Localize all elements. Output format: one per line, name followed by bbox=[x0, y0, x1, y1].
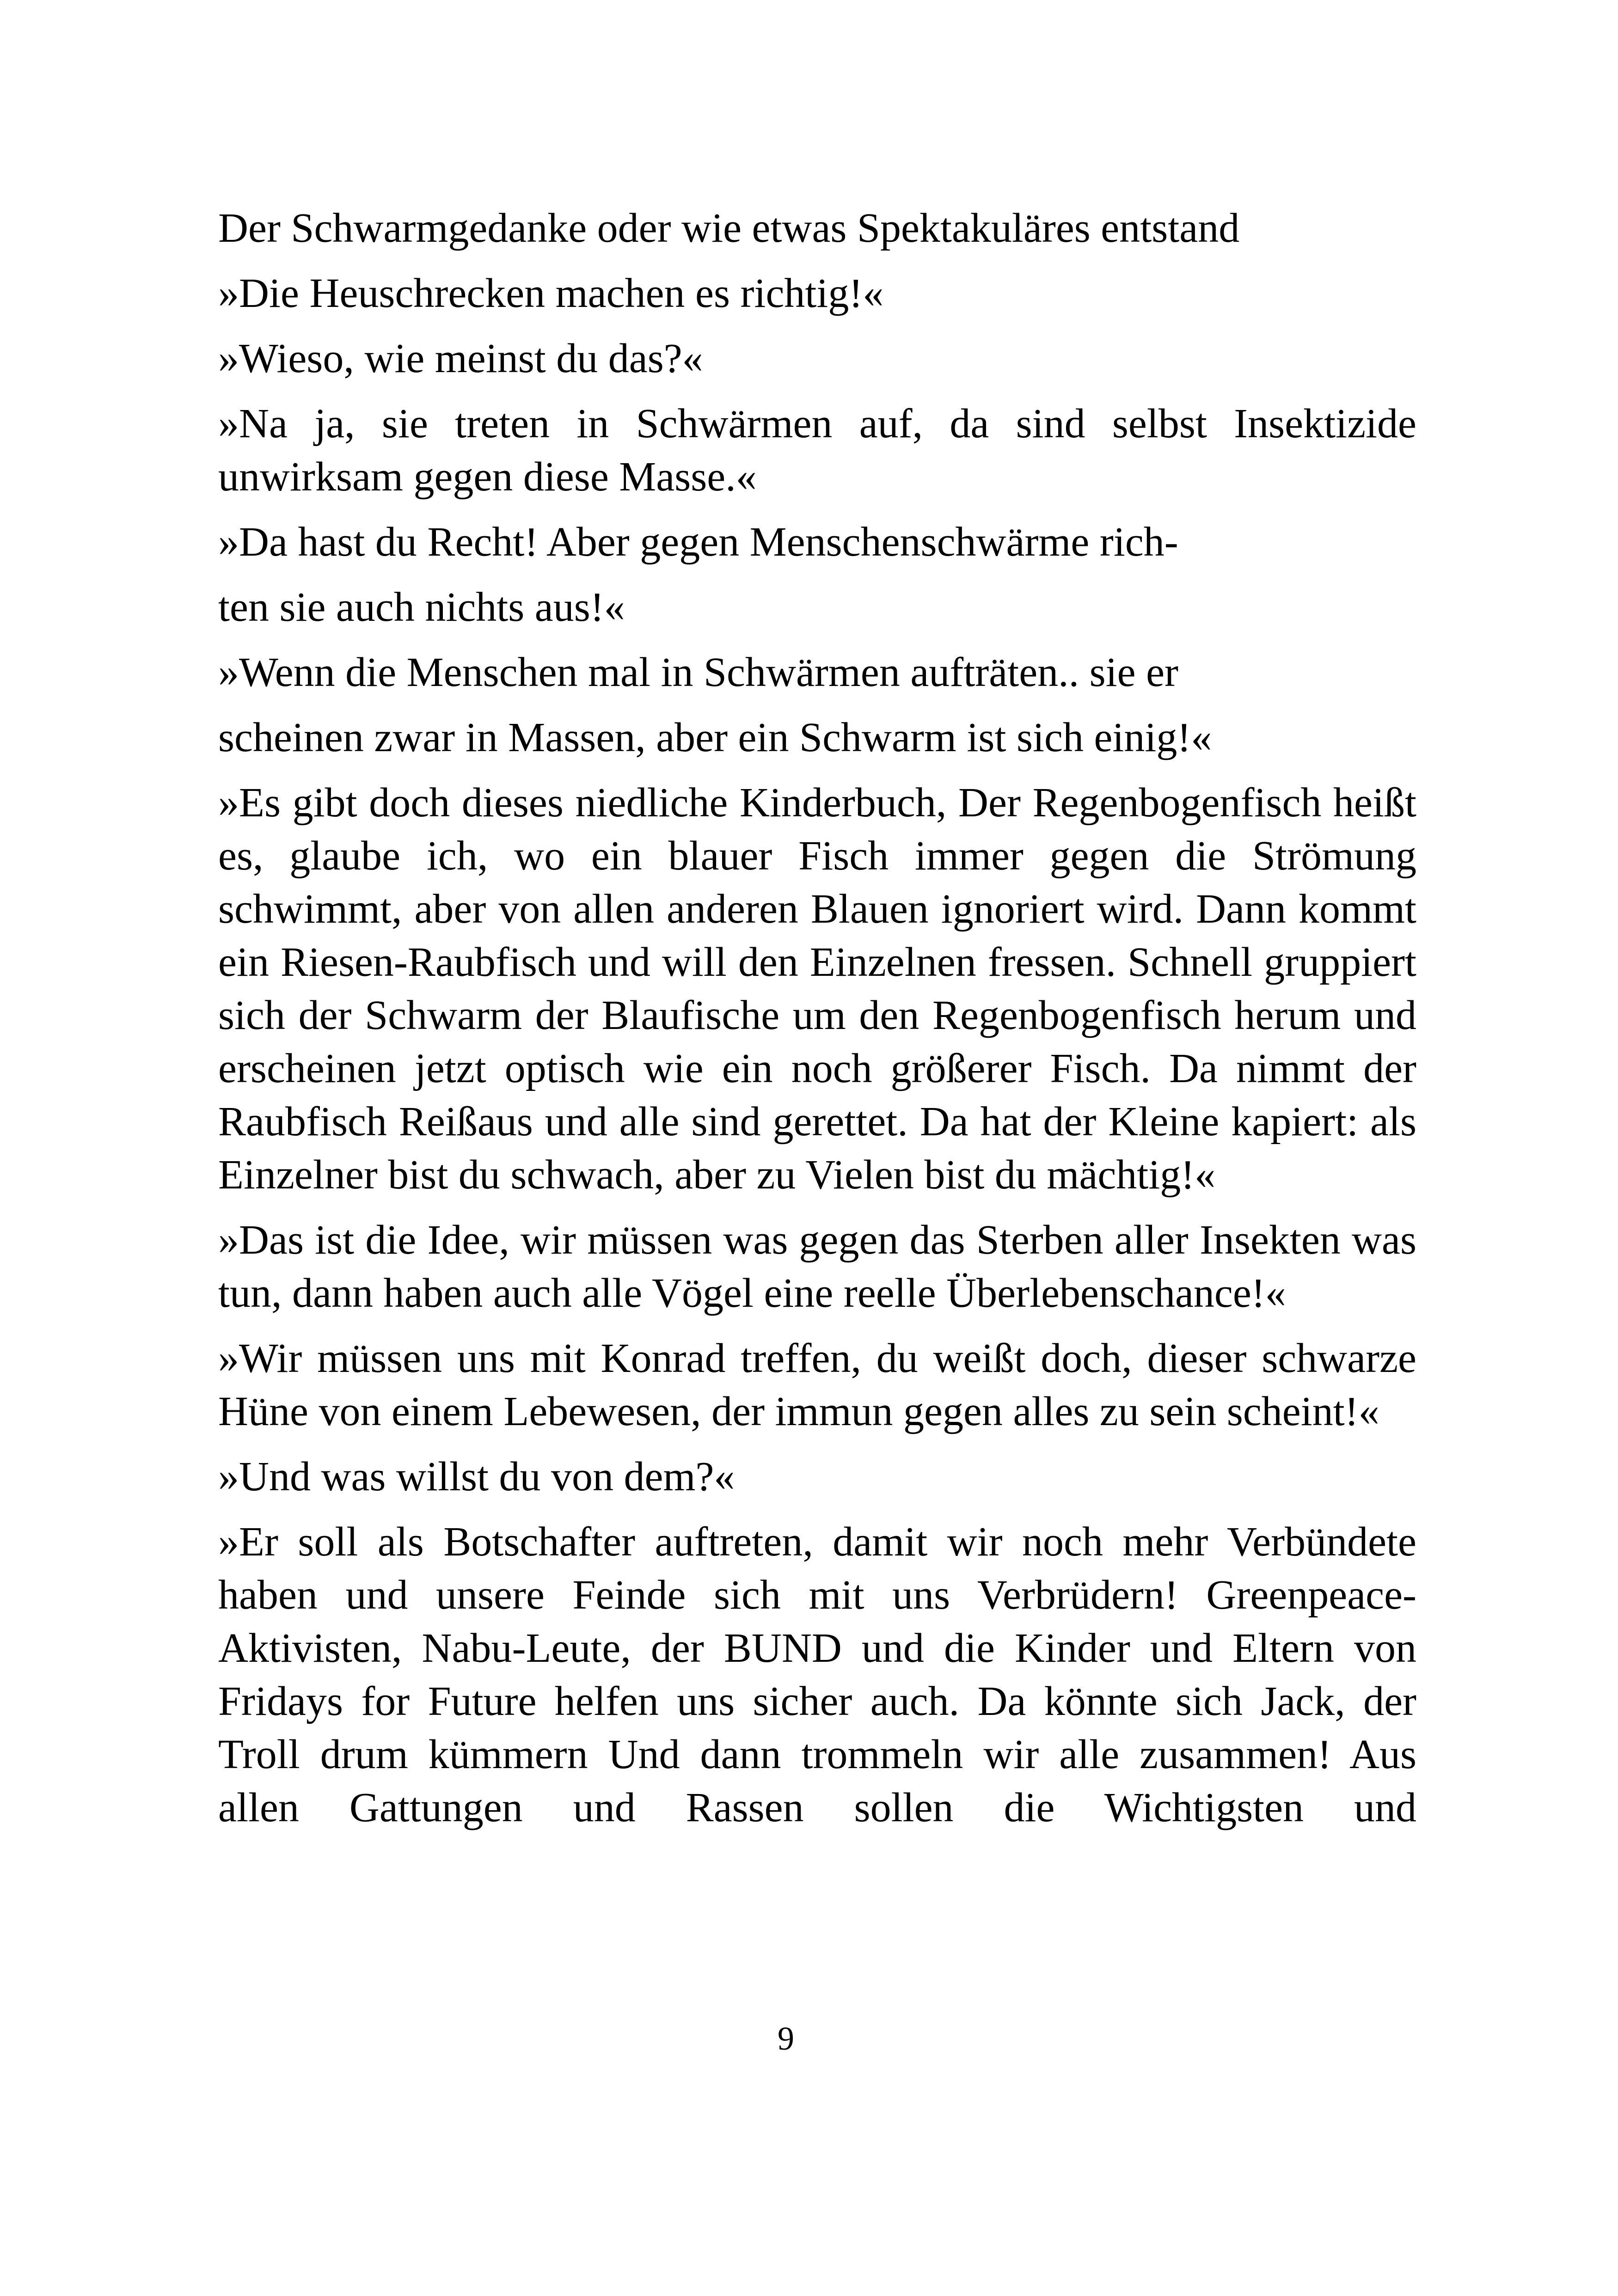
dialogue-paragraph: ten sie auch nichts aus!« bbox=[218, 584, 625, 630]
page-body bbox=[218, 202, 1416, 1846]
dialogue-paragraph: »Wenn die Menschen mal in Schwärmen aufträten.. sie er bbox=[218, 649, 1179, 695]
dialogue-paragraph: »Und was willst du von dem?« bbox=[218, 1454, 735, 1500]
dialogue-paragraph: »Es gibt doch dieses niedliche Kinderbuch, Der Regenbogenfisch heißt es, glaube ich, wo ein blauer Fisch immer gegen die Strömung schwimmt, aber von allen anderen Blauen ignoriert wird. Dann kommt ein Riesen-Raubfisch und will den Einzelnen fressen. Schnell gruppiert sich der Schwarm der Blaufische um den Regenbogenfisch herum und erscheinen jetzt optisch wie ein noch größerer Fisch. Da nimmt der Raubfisch Reißaus und alle sind gerettet. Da hat der Kleine kapiert: als Einzelner bist du schwach, aber zu Vielen bist du mächtig!« bbox=[218, 780, 1416, 1198]
chapter-heading: Der Schwarmgedanke oder wie etwas Spektakuläres entstand bbox=[218, 205, 1240, 251]
dialogue-paragraph: »Wir müssen uns mit Konrad treffen, du weißt doch, dieser schwarze Hüne von einem Lebewesen, der immun gegen alles zu sein scheint!« bbox=[218, 1335, 1416, 1434]
dialogue-paragraph: »Da hast du Recht! Aber gegen Menschenschwärme rich- bbox=[218, 519, 1178, 565]
dialogue-paragraph: scheinen zwar in Massen, aber ein Schwarm ist sich einig!« bbox=[218, 715, 1212, 760]
dialogue-paragraph: »Na ja, sie treten in Schwärmen auf, da sind selbst Insektizide unwirksam gegen diese Masse.« bbox=[218, 401, 1416, 500]
dialogue-paragraph: »Das ist die Idee, wir müssen was gegen das Sterben aller Insekten was tun, dann haben auch alle Vögel eine reelle Überlebenschance!« bbox=[218, 1217, 1416, 1316]
page-number: 9 bbox=[778, 2020, 794, 2057]
dialogue-paragraph: »Wieso, wie meinst du das?« bbox=[218, 336, 703, 381]
dialogue-paragraph: »Er soll als Botschafter auftreten, damit wir noch mehr Verbündete haben und unsere Feinde sich mit uns Verbrüdern! Greenpeace-Aktivisten, Nabu-Leute, der BUND und die Kinder und Eltern von Fridays for Future helfen uns sicher auch. Da könnte sich Jack, der Troll drum kümmern Und dann trommeln wir alle zusammen! Aus allen Gattungen und Rassen sollen die Wichtigsten und bbox=[218, 1519, 1416, 1831]
dialogue-paragraph: »Die Heuschrecken machen es richtig!« bbox=[218, 270, 884, 316]
